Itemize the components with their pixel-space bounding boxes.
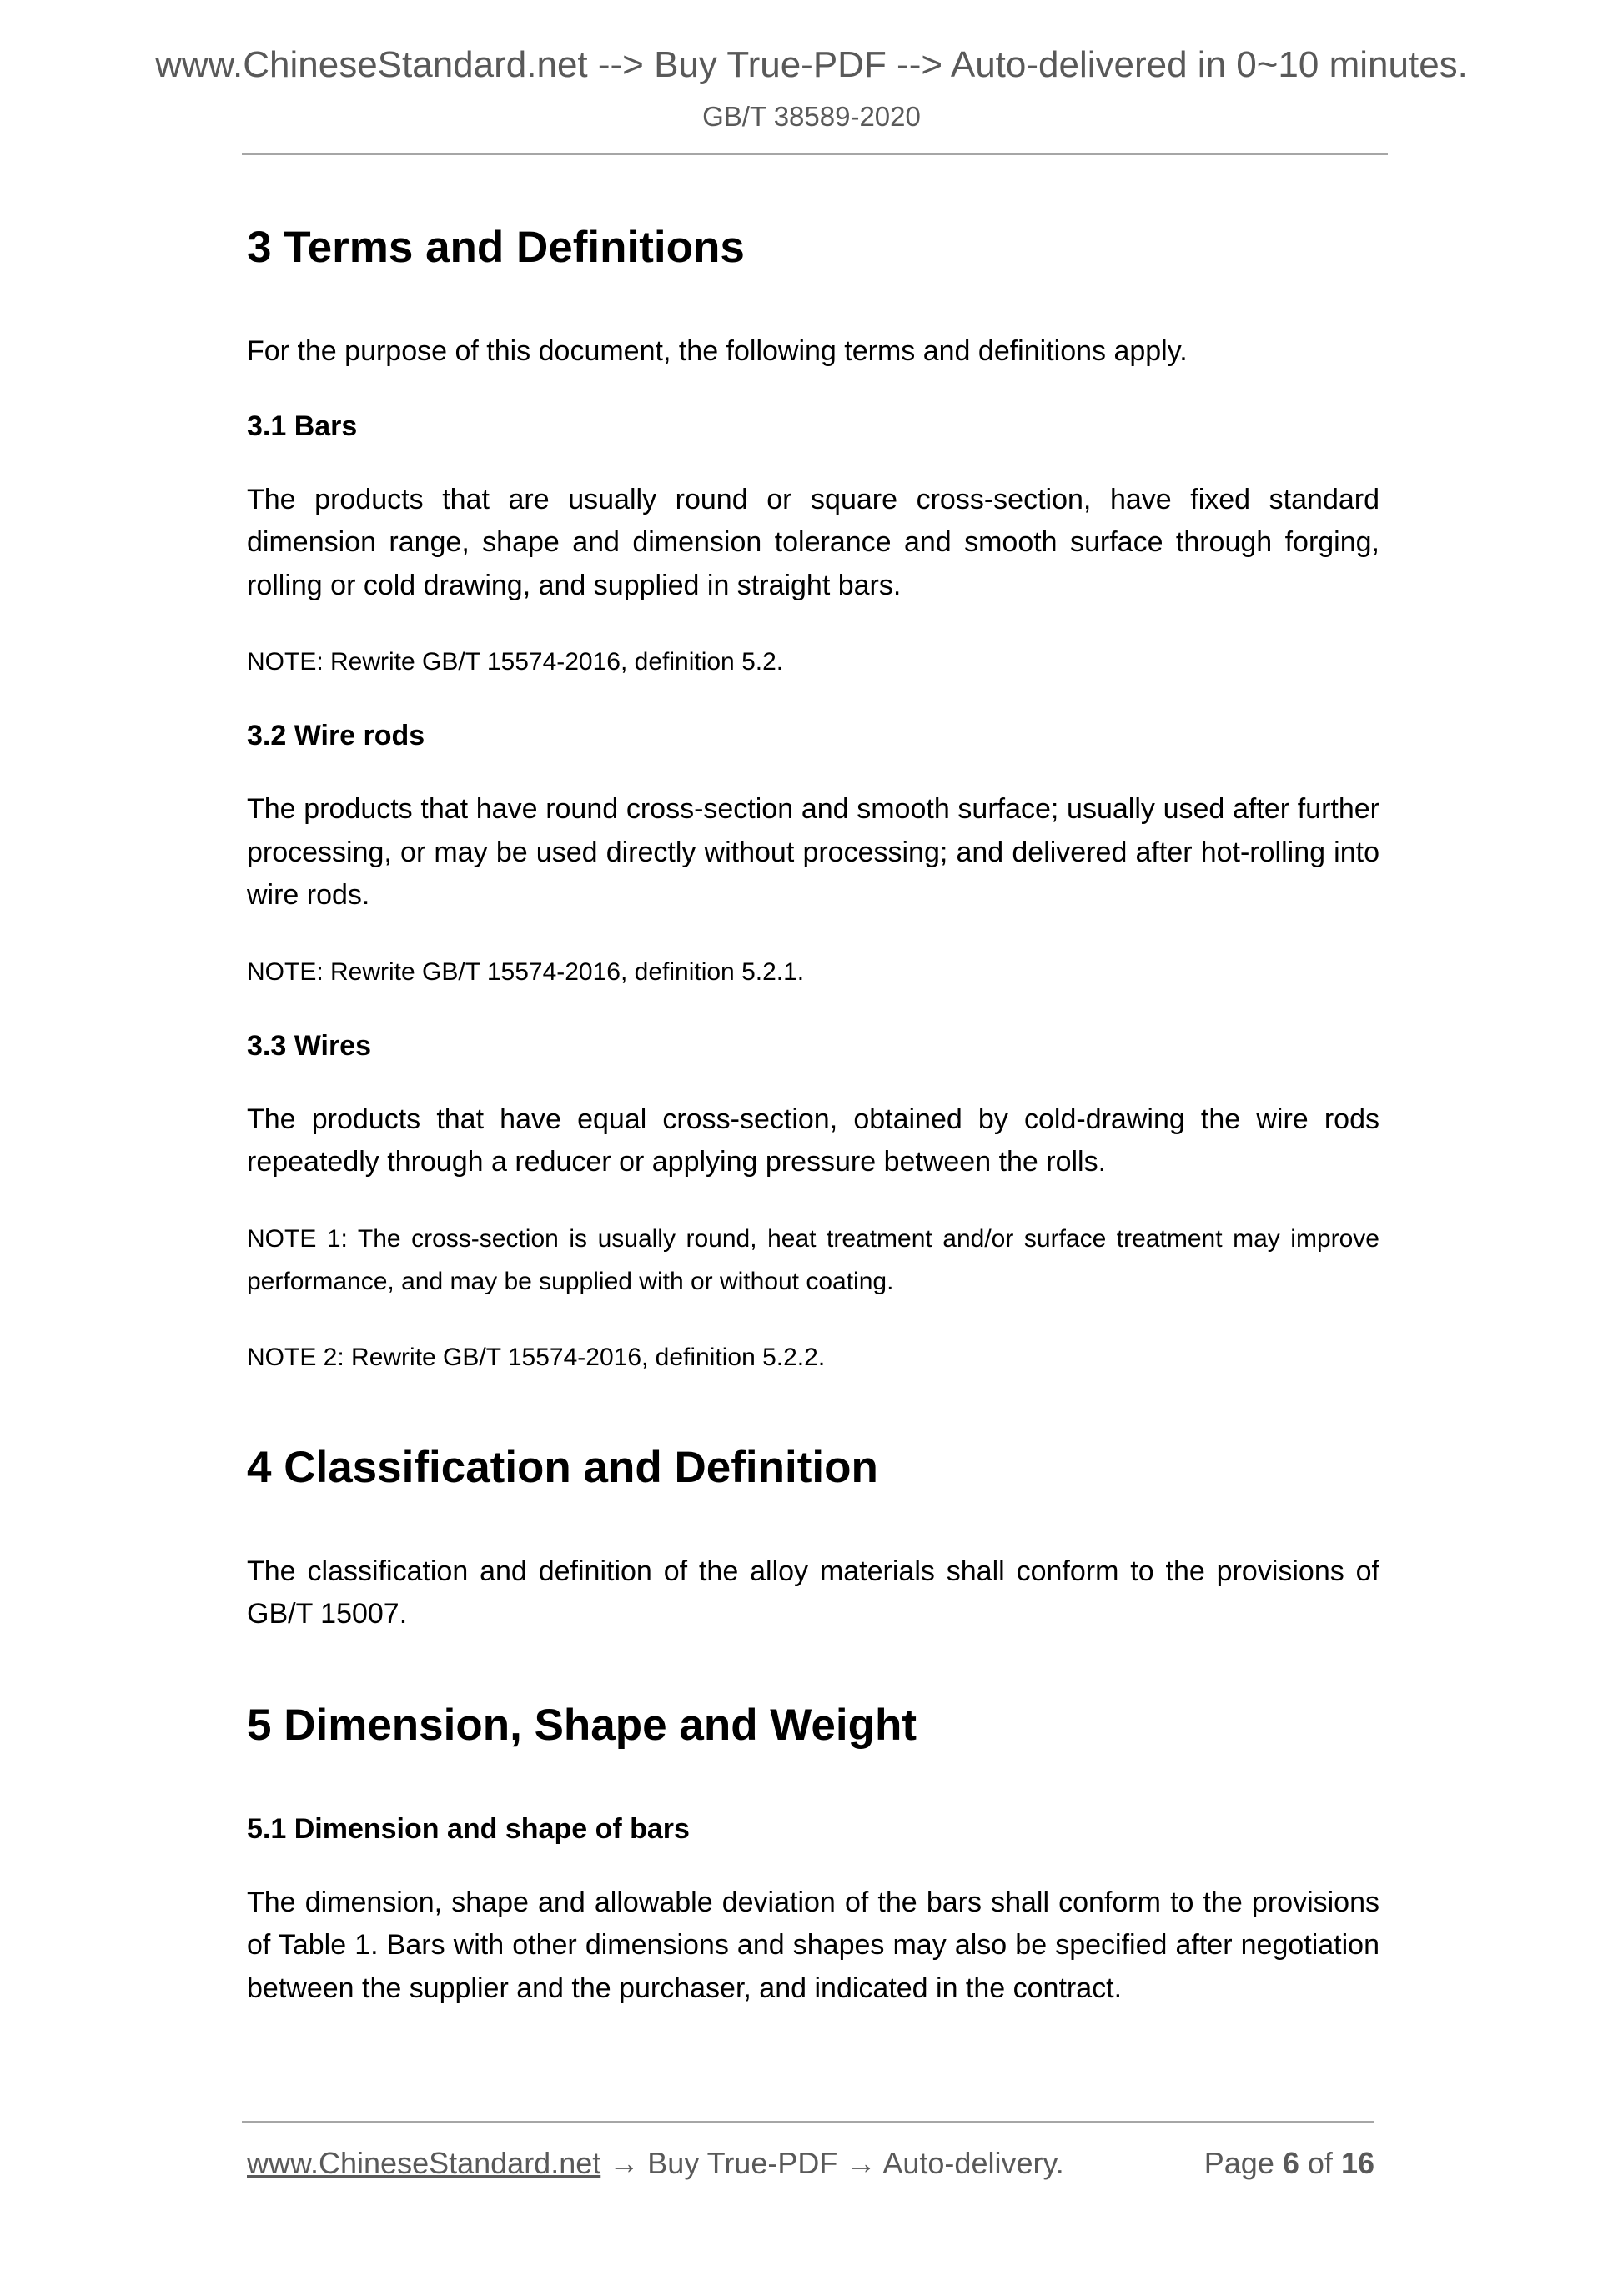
page-total: 16	[1340, 2146, 1374, 2180]
footer-buy-text: Buy True-PDF	[647, 2146, 838, 2180]
page-header	[0, 40, 1623, 135]
header-divider	[242, 153, 1388, 155]
footer-promo	[247, 2143, 1064, 2183]
section-4-text: The classification and definition of the alloy materials shall conform to the provisions of GB/T 15007.	[247, 1555, 1379, 1630]
page-number	[1204, 2143, 1374, 2183]
footer-delivery-text: Auto-delivery.	[882, 2146, 1064, 2180]
term-3-3-note-2: NOTE 2: Rewrite GB/T 15574-2016, definition 5.2.2.	[247, 1343, 826, 1371]
term-3-3-heading: 3.3 Wires	[247, 1029, 371, 1062]
term-3-3-note-1: NOTE 1: The cross-section is usually round, heat treatment and/or surface treatment may improve performance, and may be supplied with or without coating.	[247, 1224, 1379, 1295]
clause-5-1-text: The dimension, shape and allowable deviation of the bars shall conform to the provisions of Table 1. Bars with other dimensions and shapes may also be specified after negotiation between the supplier and the purchaser, and indicated in the contract.	[247, 1886, 1379, 2004]
header-banner: www.ChineseStandard.net --> Buy True-PDF --> Auto-delivered in 0~10 minutes.	[155, 44, 1468, 85]
term-3-2-note: NOTE: Rewrite GB/T 15574-2016, definition 5.2.1.	[247, 957, 805, 986]
page-of: of	[1307, 2146, 1333, 2180]
term-3-1-definition: The products that are usually round or square cross-section, have fixed standard dimension range, shape and dimension tolerance and smooth surface through forging, rolling or cold drawing, and supplied in straight bars.	[247, 483, 1379, 601]
clause-5-1-heading: 5.1 Dimension and shape of bars	[247, 1812, 690, 1845]
footer-site-link[interactable]: www.ChineseStandard.net	[247, 2146, 601, 2180]
term-3-3-definition: The products that have equal cross-section, obtained by cold-drawing the wire rods repeatedly through a reducer or applying pressure between the rolls.	[247, 1103, 1379, 1178]
document-body	[247, 215, 1379, 2010]
term-3-1-heading: 3.1 Bars	[247, 409, 358, 442]
section-4-title: 4 Classification and Definition	[247, 1442, 878, 1492]
arrow-right-icon: →	[846, 2146, 877, 2180]
term-3-2-heading: 3.2 Wire rods	[247, 720, 425, 751]
page-label: Page	[1203, 2146, 1274, 2180]
arrow-right-icon: →	[609, 2146, 640, 2180]
term-3-2-definition: The products that have round cross-section and smooth surface; usually used after further processing, or may be used directly without processing; and delivered after hot-rolling into wire rods.	[247, 793, 1379, 911]
section-3-title: 3 Terms and Definitions	[247, 223, 745, 272]
term-3-1-note: NOTE: Rewrite GB/T 15574-2016, definition 5.2.	[247, 648, 784, 676]
standard-number: GB/T 38589-2020	[702, 101, 921, 132]
section-5-title: 5 Dimension, Shape and Weight	[247, 1700, 917, 1750]
section-3-intro: For the purpose of this document, the following terms and definitions apply.	[247, 335, 1188, 367]
page-current: 6	[1282, 2146, 1299, 2180]
footer-divider	[242, 2121, 1374, 2123]
